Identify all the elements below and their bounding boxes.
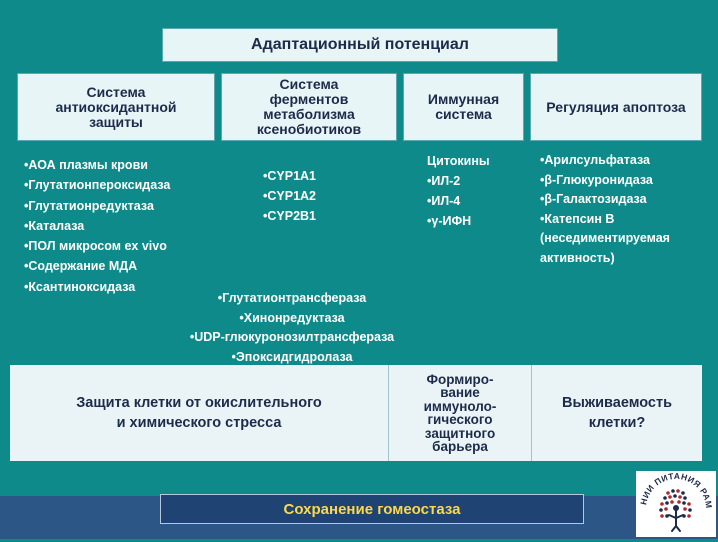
header-xenobiotic: Система ферментов метаболизма ксенобиотиков xyxy=(221,73,397,141)
header-antioxidant: Система антиоксидантной защиты xyxy=(17,73,215,141)
list-item: •Катепсин В xyxy=(540,211,615,226)
list-item: •CYP1A1 xyxy=(263,169,317,183)
list-item: •Глутатионредуктаза xyxy=(24,198,154,213)
xenobiotic-list xyxy=(263,166,316,226)
list-item: •ПОЛ микросом ex vivo xyxy=(24,239,167,254)
outcome-band xyxy=(10,365,702,461)
page-title: Адаптационный потенциал xyxy=(162,28,558,62)
list-item: •Каталаза xyxy=(24,218,85,233)
list-item: •Хинонредуктаза xyxy=(239,310,345,325)
svg-text:НИИ ПИТАНИЯ РАМН xyxy=(636,471,714,509)
logo-figure-icon xyxy=(669,505,683,531)
shared-enzyme-list xyxy=(176,289,408,367)
goal-box: Сохранение гомеостаза xyxy=(160,494,584,524)
institute-logo xyxy=(636,471,716,537)
list-item: •CYP1A2 xyxy=(263,189,317,203)
header-immune: Иммунная система xyxy=(403,73,524,141)
immune-list xyxy=(427,151,490,231)
list-item: •ИЛ-4 xyxy=(427,194,461,208)
list-item: (неседиментируемая xyxy=(540,231,670,245)
outcome-cell-survival: Выживаемость клетки? xyxy=(562,395,672,431)
outcome-cell-protection: Защита клетки от окислительного и химического стресса xyxy=(76,395,322,431)
apoptosis-list xyxy=(540,151,670,268)
list-item: •Эпоксидгидролаза xyxy=(231,349,353,364)
list-item: •Ксантиноксидаза xyxy=(24,279,136,294)
list-item: •CYP2B1 xyxy=(263,209,317,223)
list-item: •АОА плазмы крови xyxy=(24,158,148,172)
list-item: •Глутатионпероксидаза xyxy=(24,178,171,193)
outcome-cell-immune: Формиро- вание иммуноло- гического защитного барьера xyxy=(423,371,497,454)
logo-arc-text: НИИ ПИТАНИЯ РАМ xyxy=(638,471,715,510)
list-item: •ИЛ-2 xyxy=(427,174,461,188)
list-item: •UDP-глюкуронозилтрансфераза xyxy=(189,330,395,344)
list-item: •Содержание МДА xyxy=(24,259,138,274)
list-item: Цитокины xyxy=(427,154,490,168)
list-item: активность) xyxy=(540,250,615,265)
list-item: •β-Глюкуронидаза xyxy=(540,172,653,187)
list-item: •Арилсульфатаза xyxy=(540,153,650,167)
list-item: •Глутатионтрансфераза xyxy=(217,291,367,305)
list-item: •γ-ИФН xyxy=(427,214,472,228)
antioxidant-list xyxy=(24,155,170,297)
header-apoptosis: Регуляция апоптоза xyxy=(530,73,702,141)
list-item: •β-Галактозидаза xyxy=(540,192,647,206)
